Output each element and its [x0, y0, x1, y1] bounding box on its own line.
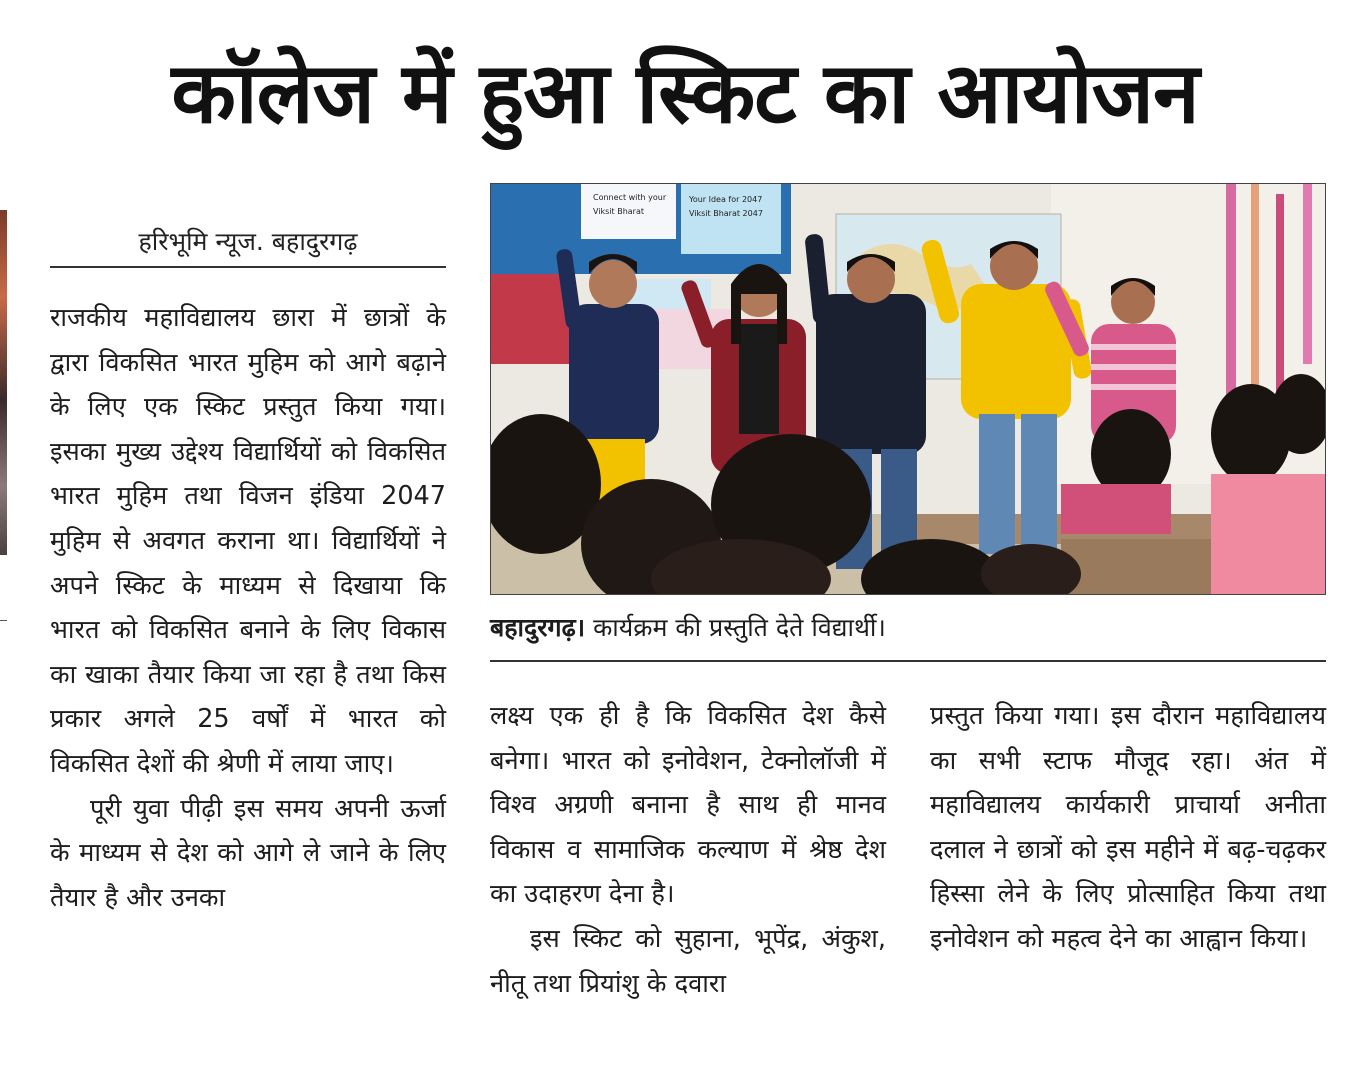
- caption-place: बहादुरगढ़।: [490, 613, 586, 642]
- photo-caption: [490, 606, 1326, 650]
- paragraph: प्रस्तुत किया गया। इस दौरान महाविद्यालय का सभी स्टाफ मौजूद रहा। अंत में महाविद्यालय कार्यकारी प्राचार्या अनीता दलाल ने छात्रों को इस महीने में बढ़-चढ़कर हिस्सा लेने के लिए प्रोत्साहित किया तथा इनोवेशन को महत्व देने का आह्वान किया।: [930, 701, 1326, 954]
- banner-text: Your Idea for 2047: [689, 195, 763, 204]
- banner-text: Connect with your: [593, 193, 667, 202]
- headline: कॉलेज में हुआ स्किट का आयोजन: [171, 44, 1199, 142]
- banner-text: Viksit Bharat 2047: [689, 209, 763, 218]
- article-column-1: [50, 296, 446, 920]
- banner-text: Viksit Bharat: [593, 207, 645, 216]
- adjacent-article-image-edge: [0, 210, 7, 555]
- paragraph: राजकीय महाविद्यालय छारा में छात्रों के द्वारा विकसित भारत मुहिम को आगे बढ़ाने के लिए एक स्किट प्रस्तुत किया गया। इसका मुख्य उद्देश्य विद्यार्थियों को विकसित भारत मुहिम तथा विजन इंडिया 2047 मुहिम से अवगत कराना था। विद्यार्थियों ने अपने स्किट के माध्यम से दिखाया कि भारत को विकसित बनाने के लिए विकास का खाका तैयार किया जा रहा है तथा किस प्रकार अगले 25 वर्षों में भारत को विकसित देशों की श्रेणी में लाया जाए।: [50, 303, 446, 779]
- adjacent-article-rule: [0, 620, 7, 621]
- caption-rule: [490, 660, 1326, 662]
- caption-text: कार्यक्रम की प्रस्तुति देते विद्यार्थी।: [585, 613, 886, 642]
- news-photo: [490, 183, 1326, 595]
- students-performing-skit-photo: [491, 184, 1326, 595]
- article-column-2: [490, 694, 886, 1006]
- paragraph: लक्ष्य एक ही है कि विकसित देश कैसे बनेगा। भारत को इनोवेशन, टेक्नोलॉजी में विश्व अग्रणी बनाना है साथ ही मानव विकास व सामाजिक कल्याण में श्रेष्ठ देश का उदाहरण देना है।: [490, 701, 886, 910]
- byline-rule: [50, 266, 446, 268]
- byline: हरिभूमि न्यूज. बहादुरगढ़: [138, 227, 358, 256]
- paragraph: पूरी युवा पीढ़ी इस समय अपनी ऊर्जा के माध्यम से देश को आगे ले जाने के लिए तैयार है और उनका: [50, 793, 446, 913]
- article-column-3: [930, 694, 1326, 962]
- paragraph: इस स्किट को सुहाना, भूपेंद्र, अंकुश, नीतू तथा प्रियांशु के दवारा: [490, 923, 886, 999]
